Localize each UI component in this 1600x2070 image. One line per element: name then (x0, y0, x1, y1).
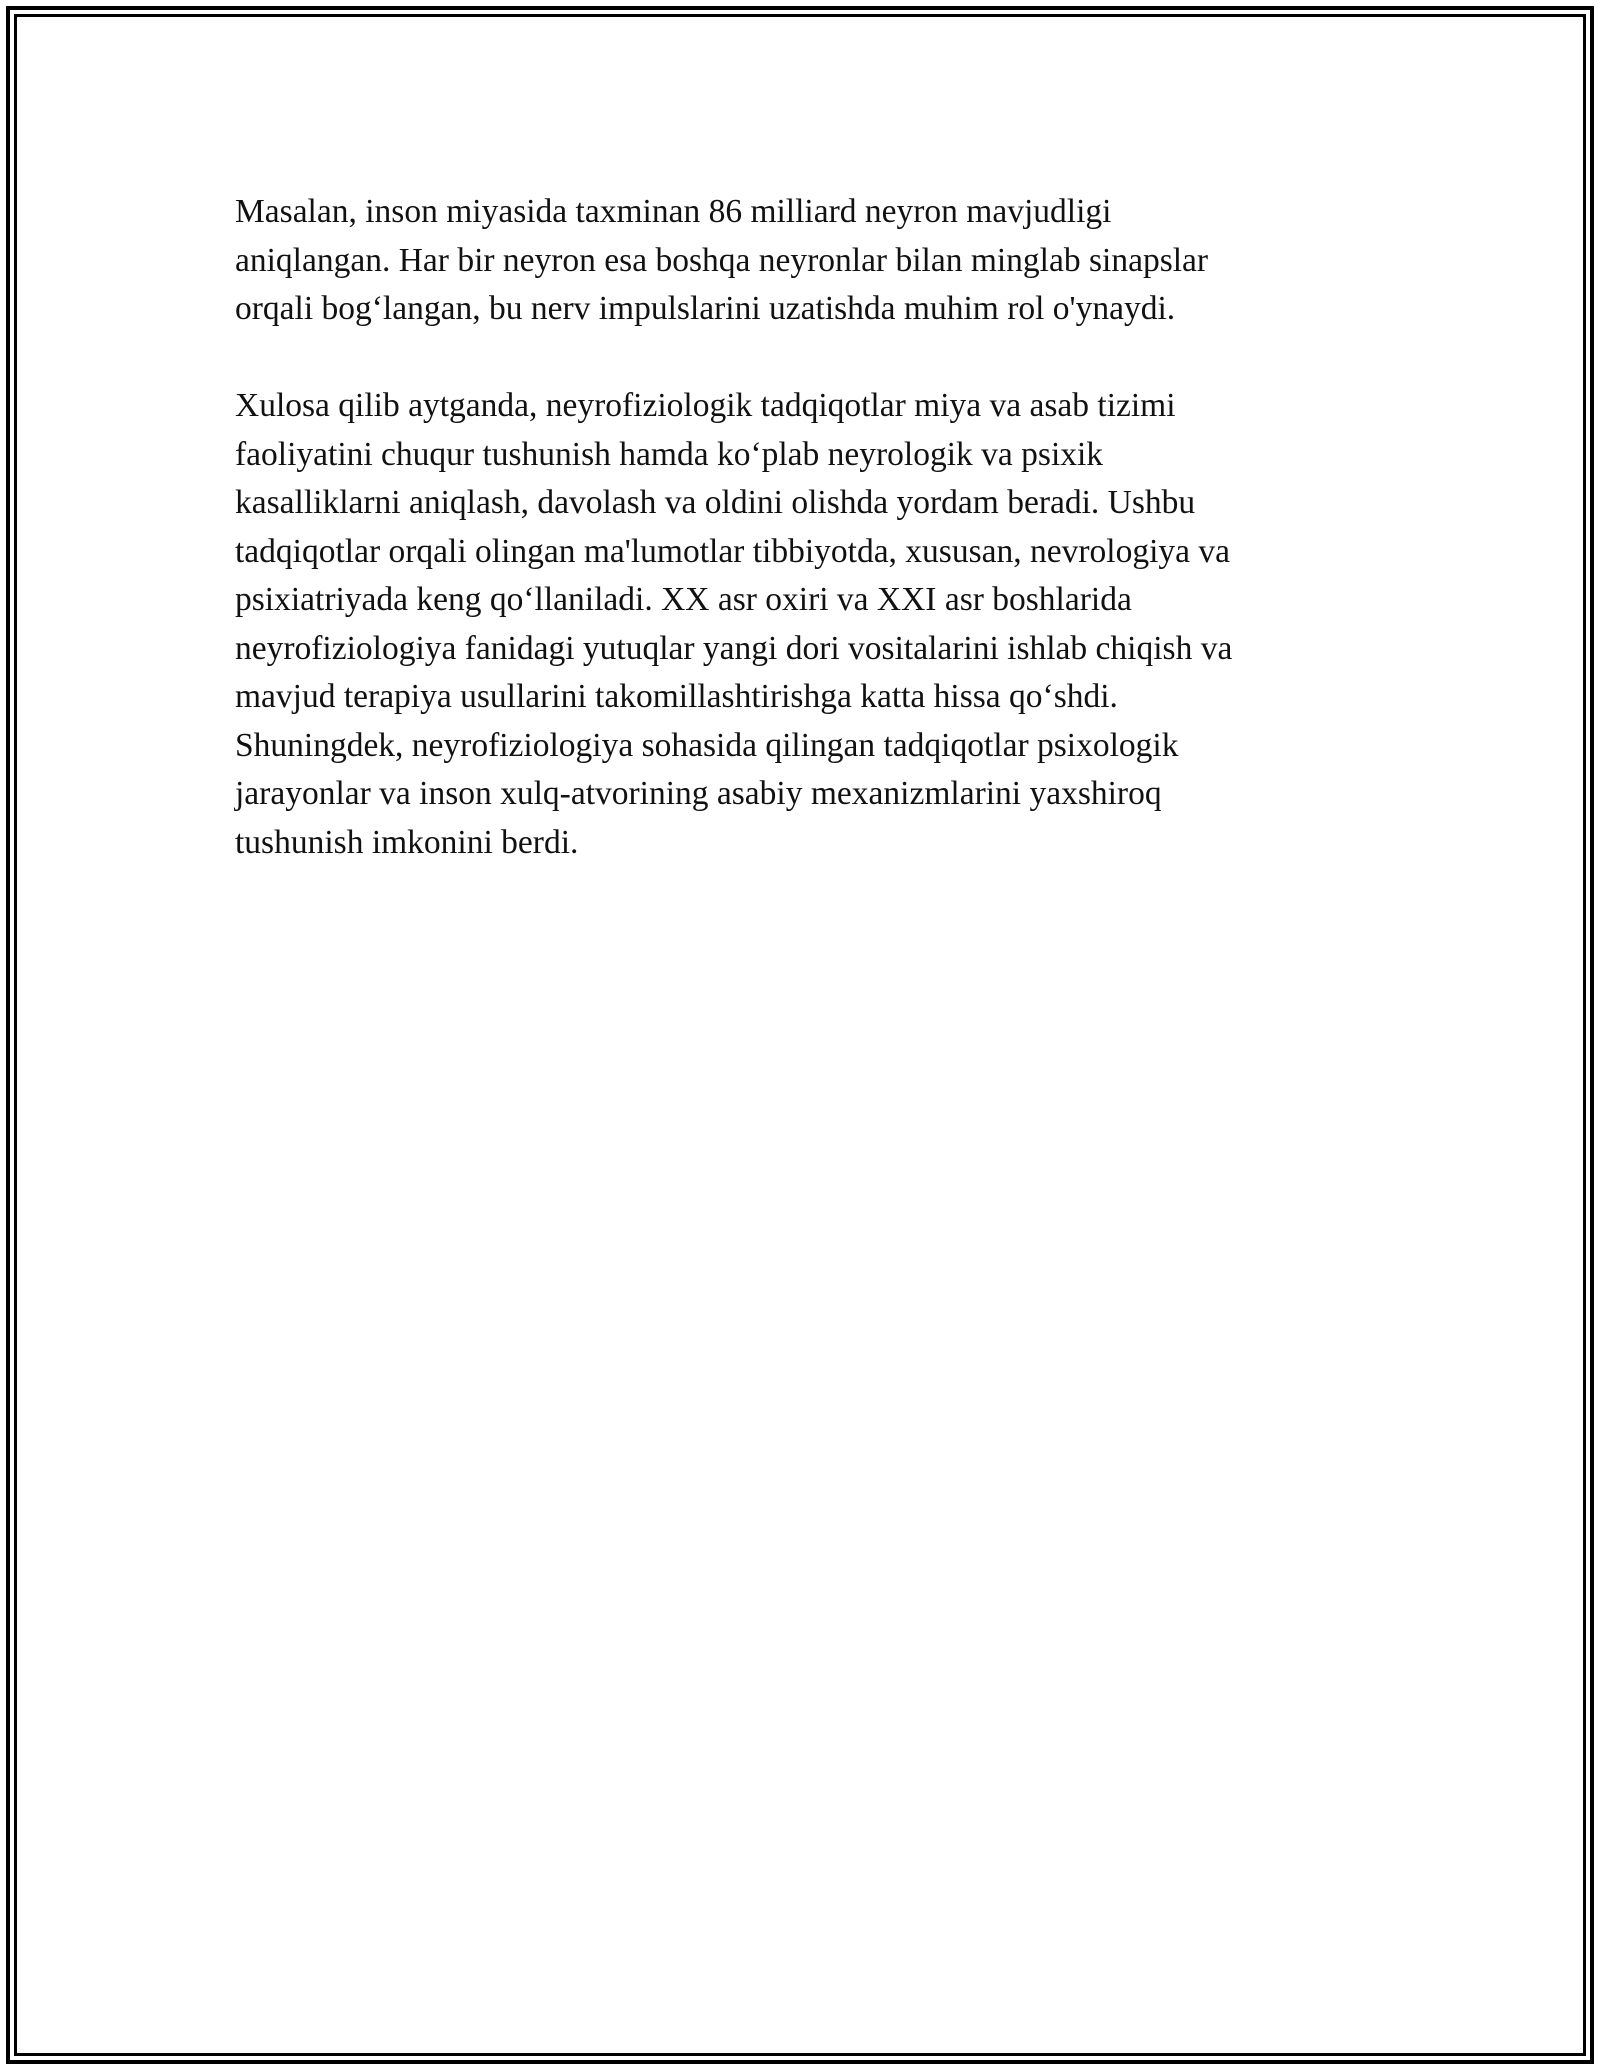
paragraph-1 (235, 188, 1375, 334)
paragraph-line: Masalan, inson miyasida taxminan 86 milliard neyron mavjudligi (235, 193, 1112, 230)
document-body (235, 188, 1375, 867)
paragraph-line: neyrofiziologiya fanidagi yutuqlar yangi dori vositalarini ishlab chiqish va (235, 629, 1233, 667)
paragraph-line: faoliyatini chuqur tushunish hamda ko‘plab neyrologik va psixik (235, 435, 1104, 473)
paragraph-line: orqali bog‘langan, bu nerv impulslarini uzatishda muhim rol o'ynaydi. (235, 290, 1176, 327)
paragraph-line: jarayonlar va inson xulq-atvorining asabiy mexanizmlarini yaxshiroq (235, 775, 1162, 812)
paragraph-2 (235, 382, 1375, 867)
paragraph-line: mavjud terapiya usullarini takomillashtirishga katta hissa qo‘shdi. (235, 678, 1118, 715)
paragraph-line: psixiatriyada keng qo‘llaniladi. XX asr oxiri va XXI asr boshlarida (235, 581, 1132, 618)
paragraph-line: tadqiqotlar orqali olingan ma'lumotlar tibbiyotda, xususan, nevrologiya va (235, 532, 1231, 570)
paragraph-line: Xulosa qilib aytganda, neyrofiziologik tadqiqotlar miya va asab tizimi (235, 387, 1176, 424)
paragraph-line: tushunish imkonini berdi. (235, 823, 579, 861)
paragraph-line: Shuningdek, neyrofiziologiya sohasida qilingan tadqiqotlar psixologik (235, 726, 1179, 764)
paragraph-line: aniqlangan. Har bir neyron esa boshqa neyronlar bilan minglab sinapslar (235, 241, 1209, 279)
paragraph-line: kasalliklarni aniqlash, davolash va oldini olishda yordam beradi. Ushbu (235, 484, 1196, 521)
